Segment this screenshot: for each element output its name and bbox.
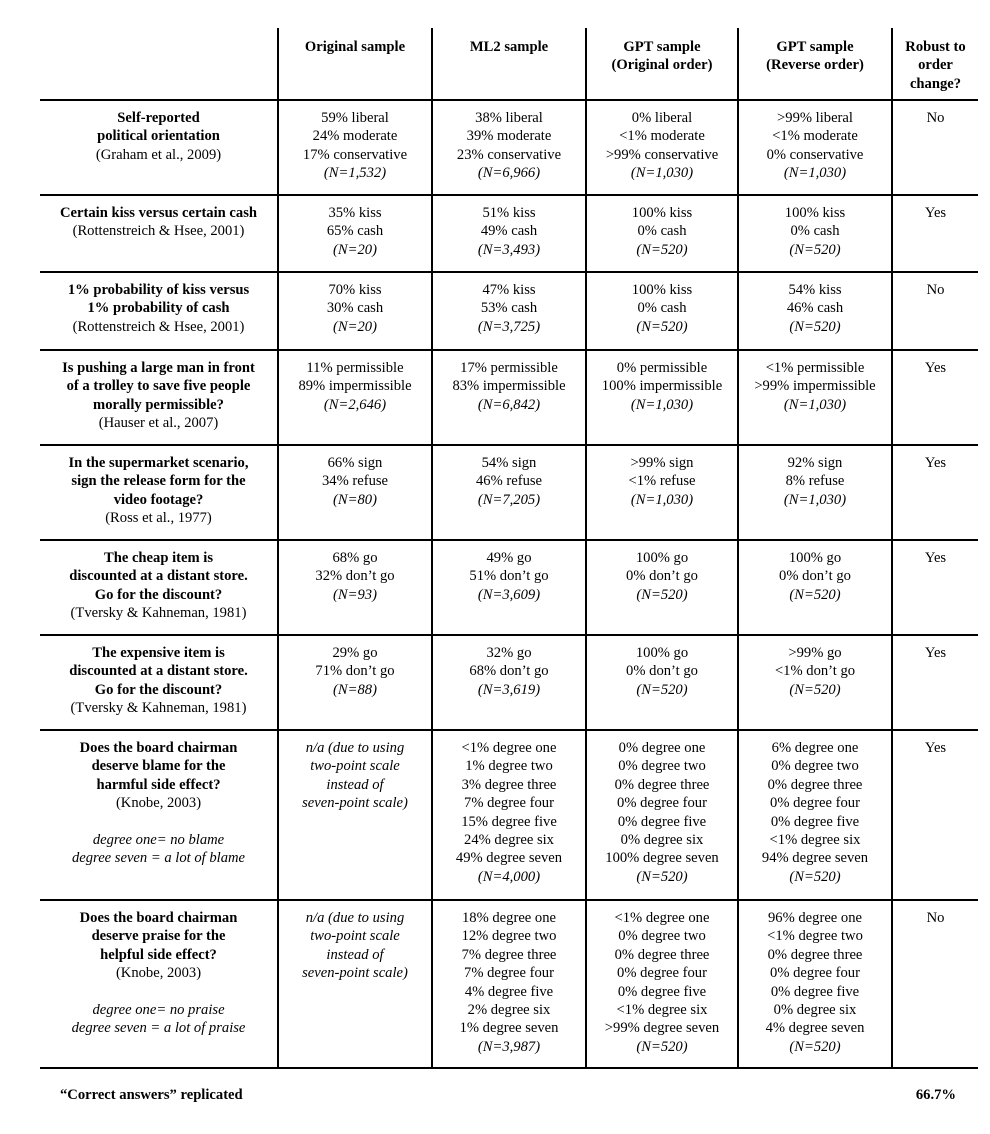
na-note-line: seven-point scale) [302, 965, 408, 982]
table-row [40, 445, 978, 540]
result-line: 100% degree seven [605, 850, 719, 867]
result-line: >99% liberal [777, 110, 853, 126]
result-cell-gpt-orig [586, 900, 738, 1068]
result-line: <1% permissible [765, 360, 865, 376]
table-row [40, 540, 978, 635]
robust-value: Yes [924, 205, 947, 221]
result-line: 100% kiss [631, 282, 693, 298]
result-cell-ml2 [432, 100, 586, 195]
scale-note: degree seven = a lot of praise [71, 1020, 246, 1037]
sample-size: (N=1,532) [323, 165, 387, 182]
result-cell-gpt-orig [586, 445, 738, 540]
result-line: 0% degree three [767, 946, 863, 963]
result-cell-original [278, 635, 432, 730]
result-line: 51% don’t go [469, 568, 549, 585]
citation: (Rottenstreich & Hsee, 2001) [72, 318, 245, 335]
result-line: 12% degree two [461, 928, 557, 945]
result-cell-gpt-orig [586, 100, 738, 195]
column-header-4 [738, 28, 892, 100]
result-cell-ml2 [432, 350, 586, 445]
result-line: 7% degree three [461, 946, 557, 963]
results-table [40, 28, 978, 1069]
result-cell-ml2 [432, 445, 586, 540]
citation: (Knobe, 2003) [115, 965, 202, 982]
sample-size: (N=520) [636, 681, 688, 698]
column-header-2 [432, 28, 586, 100]
sample-size: (N=520) [789, 868, 841, 885]
result-cell-gpt-rev [738, 272, 892, 350]
result-line: 94% degree seven [761, 850, 869, 867]
result-cell-gpt-orig [586, 272, 738, 350]
citation: (Ross et al., 1977) [105, 510, 212, 527]
result-line: 24% degree six [464, 832, 554, 849]
result-line: 96% degree one [767, 910, 862, 926]
result-cell-original [278, 540, 432, 635]
result-cell-ml2 [432, 635, 586, 730]
question-cell [40, 635, 278, 730]
question-line: The cheap item is [103, 550, 214, 566]
result-line: 0% degree two [618, 928, 706, 945]
scale-note: degree one= no praise [92, 1002, 225, 1019]
citation: (Hauser et al., 2007) [98, 415, 219, 432]
result-line: 71% don’t go [315, 663, 395, 680]
result-line: 35% kiss [328, 205, 382, 221]
robust-value: No [926, 110, 945, 126]
table-row [40, 730, 978, 900]
result-line: 0% degree five [770, 983, 860, 1000]
result-line: 0% conservative [766, 146, 864, 163]
question-line: Certain kiss versus certain cash [59, 205, 257, 221]
results-table-container [40, 28, 978, 1069]
result-cell-gpt-rev [738, 100, 892, 195]
question-line: video footage? [113, 491, 204, 508]
result-line: 0% degree three [614, 946, 710, 963]
result-cell-gpt-orig [586, 730, 738, 900]
result-line: 89% impermissible [298, 378, 412, 395]
result-cell-original [278, 350, 432, 445]
result-line: 92% sign [787, 455, 843, 471]
robust-cell [892, 350, 978, 445]
result-line: <1% moderate [772, 128, 858, 145]
question-line: Go for the discount? [94, 681, 223, 698]
result-line: <1% moderate [619, 128, 705, 145]
question-cell [40, 730, 278, 900]
result-cell-original [278, 195, 432, 272]
result-line: 83% impermissible [452, 378, 566, 395]
result-line: 30% cash [326, 300, 384, 317]
column-header-5 [892, 28, 978, 100]
sample-size: (N=2,646) [323, 396, 387, 413]
na-note-line: two-point scale [310, 758, 400, 775]
robust-value: Yes [924, 455, 947, 471]
result-line: 8% refuse [785, 473, 845, 490]
result-line: 66% sign [327, 455, 383, 471]
result-line: 100% go [635, 550, 689, 566]
result-line: 4% degree five [464, 983, 554, 1000]
sample-size: (N=520) [636, 1038, 688, 1055]
result-line: 32% go [486, 645, 532, 661]
robust-cell [892, 635, 978, 730]
question-line: morally permissible? [93, 396, 224, 413]
question-line: Does the board chairman [79, 740, 238, 756]
result-cell-gpt-rev [738, 730, 892, 900]
result-line: 18% degree one [461, 910, 556, 926]
header-row [40, 28, 978, 100]
column-header-0 [40, 28, 278, 100]
result-line: 0% degree five [617, 983, 707, 1000]
question-line: 1% probability of cash [87, 300, 230, 317]
result-cell-gpt-rev [738, 635, 892, 730]
sample-size: (N=1,030) [630, 165, 694, 182]
result-line: >99% sign [630, 455, 694, 471]
question-line: political orientation [97, 128, 220, 145]
question-cell [40, 195, 278, 272]
result-cell-gpt-orig [586, 635, 738, 730]
result-cell-ml2 [432, 730, 586, 900]
result-cell-gpt-rev [738, 540, 892, 635]
result-line: 29% go [332, 645, 378, 661]
question-line: harmful side effect? [96, 776, 221, 793]
citation: (Tversky & Kahneman, 1981) [70, 700, 247, 717]
sample-size: (N=520) [636, 241, 688, 258]
result-line: <1% refuse [628, 473, 696, 490]
result-line: 54% kiss [788, 282, 842, 298]
sample-size: (N=6,966) [477, 165, 541, 182]
sample-size: (N=520) [789, 681, 841, 698]
header-line: Robust to [905, 39, 966, 55]
question-cell [40, 445, 278, 540]
result-line: 0% don’t go [626, 568, 698, 585]
result-line: 3% degree three [461, 776, 557, 793]
result-line: 0% degree four [617, 795, 707, 812]
question-line: Go for the discount? [94, 586, 223, 603]
robust-cell [892, 900, 978, 1068]
sample-size: (N=6,842) [477, 396, 541, 413]
robust-value: Yes [924, 645, 947, 661]
result-line: 32% don’t go [315, 568, 395, 585]
na-note-line: n/a (due to using [305, 740, 405, 756]
sample-size: (N=3,619) [477, 681, 541, 698]
result-line: 17% permissible [460, 360, 558, 376]
result-cell-gpt-rev [738, 445, 892, 540]
robust-cell [892, 730, 978, 900]
header-line: ML2 sample [469, 39, 549, 55]
result-line: 49% go [486, 550, 532, 566]
result-line: 70% kiss [328, 282, 382, 298]
result-line: 46% refuse [475, 473, 543, 490]
result-line: 7% degree four [464, 795, 554, 812]
sample-size: (N=520) [636, 868, 688, 885]
sample-size: (N=1,030) [630, 491, 694, 508]
result-cell-gpt-orig [586, 195, 738, 272]
result-line: 0% degree five [617, 813, 707, 830]
column-header-3 [586, 28, 738, 100]
citation: (Tversky & Kahneman, 1981) [70, 605, 247, 622]
header-line: order [918, 57, 953, 74]
result-line: 2% degree six [467, 1002, 551, 1019]
result-line: 15% degree five [461, 813, 557, 830]
result-line: 34% refuse [321, 473, 389, 490]
scale-note: degree one= no blame [92, 832, 225, 849]
question-line: Self-reported [117, 110, 200, 126]
robust-cell [892, 272, 978, 350]
footer-label: “Correct answers” replicated [60, 1087, 243, 1103]
result-line: <1% degree two [767, 928, 863, 945]
result-line: 0% liberal [631, 110, 693, 126]
result-line: 0% cash [637, 300, 687, 317]
header-line: GPT sample [623, 39, 701, 55]
sample-size: (N=4,000) [477, 868, 541, 885]
result-cell-original [278, 900, 432, 1068]
result-line: 0% degree four [617, 965, 707, 982]
sample-size: (N=7,205) [477, 491, 541, 508]
question-line: of a trolley to save five people [66, 378, 251, 395]
footer-value: 66.7% [915, 1087, 956, 1103]
result-line: 39% moderate [466, 128, 552, 145]
result-line: <1% degree one [614, 910, 710, 926]
sample-size: (N=3,725) [477, 318, 541, 335]
table-row [40, 635, 978, 730]
question-line: 1% probability of kiss versus [67, 282, 250, 298]
result-line: 23% conservative [456, 146, 562, 163]
header-line: GPT sample [776, 39, 854, 55]
result-line: 0% permissible [616, 360, 708, 376]
table-row [40, 272, 978, 350]
result-cell-original [278, 272, 432, 350]
result-line: 51% kiss [482, 205, 536, 221]
result-line: 0% don’t go [779, 568, 851, 585]
result-line: 100% impermissible [601, 378, 723, 395]
result-line: 100% kiss [784, 205, 846, 221]
robust-value: Yes [924, 550, 947, 566]
question-line: helpful side effect? [100, 946, 217, 963]
header-line: (Original order) [611, 57, 713, 74]
result-line: 7% degree four [464, 965, 554, 982]
result-line: >99% conservative [605, 146, 719, 163]
sample-size: (N=80) [333, 491, 377, 508]
header-line: change? [909, 75, 962, 92]
result-cell-ml2 [432, 540, 586, 635]
sample-size: (N=20) [333, 241, 377, 258]
result-line: 0% cash [790, 223, 840, 240]
sample-size: (N=520) [636, 586, 688, 603]
result-line: 0% degree two [618, 758, 706, 775]
result-cell-ml2 [432, 195, 586, 272]
sample-size: (N=1,030) [630, 396, 694, 413]
question-line: sign the release form for the [71, 473, 246, 490]
sample-size: (N=520) [789, 1038, 841, 1055]
result-line: 54% sign [481, 455, 537, 471]
header-line: (Reverse order) [766, 57, 864, 74]
result-cell-gpt-rev [738, 195, 892, 272]
sample-size: (N=1,030) [783, 396, 847, 413]
result-line: <1% don’t go [774, 663, 856, 680]
result-line: 0% degree four [770, 965, 860, 982]
question-cell [40, 272, 278, 350]
header-line: Original sample [304, 39, 406, 55]
result-cell-gpt-orig [586, 540, 738, 635]
result-line: 0% degree three [767, 776, 863, 793]
sample-size: (N=3,987) [477, 1038, 541, 1055]
robust-value: Yes [924, 740, 947, 756]
result-line: 4% degree seven [765, 1020, 865, 1037]
result-line: 53% cash [480, 300, 538, 317]
result-line: >99% go [788, 645, 842, 661]
robust-value: No [926, 282, 945, 298]
table-row [40, 350, 978, 445]
result-line: 1% degree two [465, 758, 553, 775]
question-cell [40, 100, 278, 195]
na-note-line: two-point scale [310, 928, 400, 945]
result-line: 0% cash [637, 223, 687, 240]
result-line: 24% moderate [312, 128, 398, 145]
table-footer [40, 1076, 978, 1116]
question-cell [40, 540, 278, 635]
na-note-line: n/a (due to using [305, 910, 405, 926]
result-cell-original [278, 100, 432, 195]
na-note-line: instead of [326, 776, 384, 793]
result-line: >99% degree seven [604, 1020, 720, 1037]
result-line: 0% degree three [614, 776, 710, 793]
result-line: 100% go [788, 550, 842, 566]
citation: (Knobe, 2003) [115, 795, 202, 812]
result-line: 46% cash [786, 300, 844, 317]
na-note-line: seven-point scale) [302, 795, 408, 812]
result-line: 0% degree one [618, 740, 706, 756]
result-line: 38% liberal [475, 110, 543, 126]
robust-cell [892, 195, 978, 272]
result-line: 68% go [332, 550, 378, 566]
sample-size: (N=520) [789, 586, 841, 603]
result-cell-gpt-orig [586, 350, 738, 445]
question-line: deserve praise for the [91, 928, 226, 945]
result-cell-original [278, 445, 432, 540]
result-cell-original [278, 730, 432, 900]
result-line: 65% cash [326, 223, 384, 240]
question-line: discounted at a distant store. [69, 663, 248, 680]
sample-size: (N=3,493) [477, 241, 541, 258]
sample-size: (N=88) [333, 681, 377, 698]
result-line: <1% degree six [769, 832, 861, 849]
result-line: <1% degree one [461, 740, 557, 756]
table-row [40, 195, 978, 272]
sample-size: (N=1,030) [783, 165, 847, 182]
result-line: 0% degree six [620, 832, 704, 849]
result-line: 68% don’t go [469, 663, 549, 680]
column-header-1 [278, 28, 432, 100]
result-line: <1% degree six [616, 1002, 708, 1019]
result-cell-gpt-rev [738, 900, 892, 1068]
result-line: 0% don’t go [626, 663, 698, 680]
result-line: 100% kiss [631, 205, 693, 221]
result-line: 100% go [635, 645, 689, 661]
sample-size: (N=3,609) [477, 586, 541, 603]
question-cell [40, 900, 278, 1068]
result-line: 11% permissible [306, 360, 404, 376]
question-line: In the supermarket scenario, [68, 455, 249, 471]
question-cell [40, 350, 278, 445]
robust-cell [892, 540, 978, 635]
sample-size: (N=520) [789, 318, 841, 335]
na-note-line: instead of [326, 946, 384, 963]
result-line: 49% degree seven [455, 850, 563, 867]
question-line: Is pushing a large man in front [62, 360, 255, 376]
result-line: 6% degree one [771, 740, 859, 756]
citation: (Graham et al., 2009) [95, 146, 222, 163]
sample-size: (N=520) [789, 241, 841, 258]
result-cell-ml2 [432, 272, 586, 350]
robust-cell [892, 445, 978, 540]
table-row [40, 900, 978, 1068]
result-line: 47% kiss [482, 282, 536, 298]
result-line: 0% degree six [773, 1002, 857, 1019]
robust-cell [892, 100, 978, 195]
citation: (Rottenstreich & Hsee, 2001) [72, 223, 245, 240]
question-line: deserve blame for the [91, 758, 226, 775]
result-cell-ml2 [432, 900, 586, 1068]
scale-note: degree seven = a lot of blame [71, 850, 246, 867]
sample-size: (N=93) [333, 586, 377, 603]
sample-size: (N=20) [333, 318, 377, 335]
result-cell-gpt-rev [738, 350, 892, 445]
robust-value: No [926, 910, 945, 926]
question-line: Does the board chairman [79, 910, 238, 926]
sample-size: (N=520) [636, 318, 688, 335]
result-line: >99% impermissible [754, 378, 876, 395]
result-line: 0% degree four [770, 795, 860, 812]
table-row [40, 100, 978, 195]
result-line: 0% degree two [771, 758, 859, 775]
result-line: 0% degree five [770, 813, 860, 830]
result-line: 49% cash [480, 223, 538, 240]
result-line: 1% degree seven [459, 1020, 559, 1037]
question-line: discounted at a distant store. [69, 568, 248, 585]
result-line: 59% liberal [321, 110, 389, 126]
table-body [40, 100, 978, 1068]
question-line: The expensive item is [92, 645, 225, 661]
result-line: 17% conservative [302, 146, 408, 163]
sample-size: (N=1,030) [783, 491, 847, 508]
robust-value: Yes [924, 360, 947, 376]
